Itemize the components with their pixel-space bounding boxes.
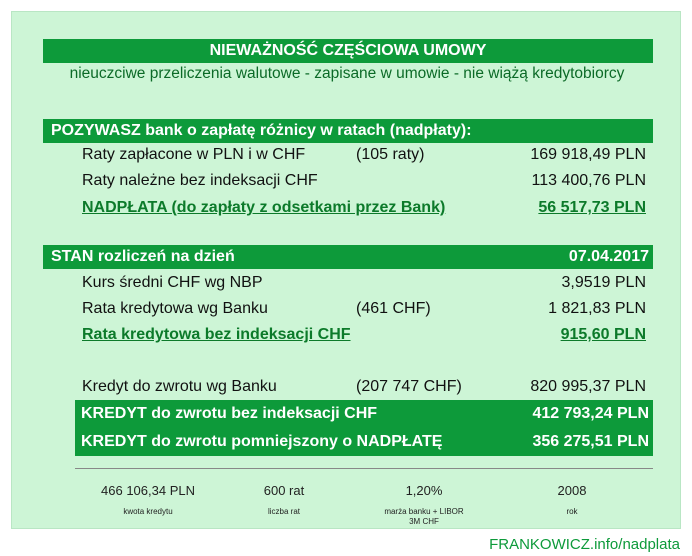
installment-row (12, 323, 680, 347)
loan-amount-value: 466 106,34 PLN (101, 483, 195, 498)
row-value: 820 995,37 PLN (530, 378, 646, 395)
page-subtitle: nieuczciwe przeliczenia walutowe - zapisane w umowie - nie wiążą kredytobiorcy (69, 65, 625, 82)
loan-amount-label: kwota kredytu (123, 507, 173, 516)
year-value: 2008 (557, 483, 587, 498)
status-heading-bar (43, 245, 653, 269)
installments-count-label: liczba rat (267, 507, 300, 516)
loan-row (12, 375, 680, 399)
loan-highlight-row (75, 400, 653, 428)
row-label: Raty należne bez indeksacji CHF (82, 172, 318, 189)
row-value: 3,9519 PLN (561, 274, 646, 291)
highlight-value: 356 275,51 PLN (532, 433, 649, 450)
margin-label: marża banku + LIBOR 3M CHF (384, 507, 464, 526)
overpayment-row (12, 196, 680, 220)
row-note: (105 raty) (356, 146, 425, 163)
footer-divider (75, 468, 653, 469)
installments-count-value: 600 rat (263, 483, 305, 498)
margin-value: 1,20% (405, 483, 443, 498)
overpayment-value: 56 517,73 PLN (538, 199, 646, 216)
installment-label: Rata kredytowa bez indeksacji CHF (82, 326, 351, 343)
source-credit: FRANKOWICZ.info/nadplata (489, 536, 680, 553)
status-row (12, 271, 680, 295)
claim-heading: POZYWASZ bank o zapłatę różnicy w ratach (nadpłaty): (43, 119, 653, 143)
page-title: NIEWAŻNOŚĆ CZĘŚCIOWA UMOWY (43, 39, 653, 63)
summary-panel (11, 11, 681, 529)
status-heading: STAN rozliczeń na dzień (51, 248, 235, 265)
claim-row (12, 169, 680, 193)
row-note: (207 747 CHF) (356, 378, 462, 395)
overpayment-label: NADPŁATA (do zapłaty z odsetkami przez Bank) (82, 199, 446, 216)
row-label: Kredyt do zwrotu wg Banku (82, 378, 277, 395)
row-label: Kurs średni CHF wg NBP (82, 274, 263, 291)
row-label: Rata kredytowa wg Banku (82, 300, 268, 317)
row-value: 1 821,83 PLN (548, 300, 646, 317)
highlight-value: 412 793,24 PLN (532, 405, 649, 422)
row-label: Raty zapłacone w PLN i w CHF (82, 146, 306, 163)
claim-row (12, 143, 680, 167)
installment-value: 915,60 PLN (560, 326, 646, 343)
loan-highlight-row (75, 428, 653, 456)
row-note: (461 CHF) (356, 300, 431, 317)
highlight-label: KREDYT do zwrotu pomniejszony o NADPŁATĘ (81, 433, 443, 450)
loan-highlight-box (75, 400, 653, 456)
row-value: 169 918,49 PLN (530, 146, 646, 163)
status-date: 07.04.2017 (568, 248, 649, 265)
status-row (12, 297, 680, 321)
row-value: 113 400,76 PLN (531, 172, 646, 189)
year-label: rok (566, 507, 578, 516)
highlight-label: KREDYT do zwrotu bez indeksacji CHF (81, 405, 378, 422)
